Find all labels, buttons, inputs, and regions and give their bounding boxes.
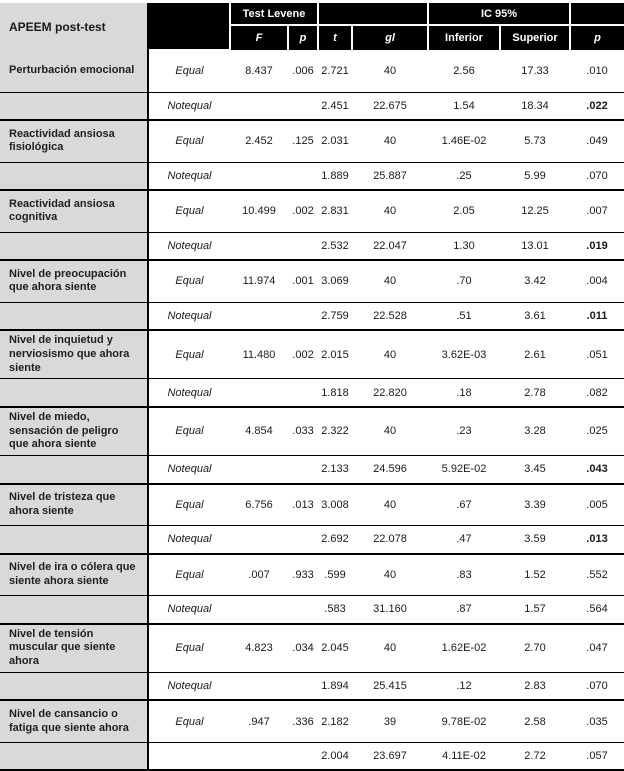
- cell-f: [230, 456, 288, 484]
- cell-gl: 40: [352, 624, 428, 673]
- cell-p-levene: .002: [288, 330, 318, 379]
- table-row-notequal: [0, 672, 624, 700]
- cell-superior: 18.34: [500, 92, 570, 120]
- variable-cell: [0, 379, 148, 407]
- cell-f: [230, 596, 288, 624]
- variance-assumption-label: Notequal: [148, 162, 230, 190]
- table-row-notequal: [0, 742, 624, 770]
- cell-p-levene: [288, 162, 318, 190]
- cell-p-levene: .006: [288, 50, 318, 92]
- col-header-f: F: [230, 25, 288, 50]
- table-row-notequal: [0, 162, 624, 190]
- cell-f: 11.480: [230, 330, 288, 379]
- cell-t: 3.008: [318, 484, 352, 526]
- cell-inferior: .47: [428, 526, 500, 554]
- cell-p-levene: [288, 596, 318, 624]
- variance-assumption-label: Equal: [148, 190, 230, 232]
- cell-superior: 2.72: [500, 742, 570, 770]
- cell-t: 2.045: [318, 624, 352, 673]
- variable-cell: [0, 92, 148, 120]
- cell-p: .552: [570, 554, 624, 596]
- cell-f: 8.437: [230, 50, 288, 92]
- cell-inferior: .12: [428, 672, 500, 700]
- cell-t: 2.031: [318, 120, 352, 162]
- cell-superior: 3.42: [500, 260, 570, 302]
- cell-p: .070: [570, 672, 624, 700]
- cell-p-levene: .336: [288, 700, 318, 742]
- cell-t: 2.015: [318, 330, 352, 379]
- cell-p-levene: .002: [288, 190, 318, 232]
- cell-gl: 40: [352, 330, 428, 379]
- cell-f: 6.756: [230, 484, 288, 526]
- cell-superior: 5.99: [500, 162, 570, 190]
- cell-t: 2.451: [318, 92, 352, 120]
- variance-assumption-label: Equal: [148, 700, 230, 742]
- cell-inferior: 2.56: [428, 50, 500, 92]
- cell-superior: 17.33: [500, 50, 570, 92]
- cell-f: 2.452: [230, 120, 288, 162]
- table-row-notequal: [0, 379, 624, 407]
- cell-inferior: 3.62E-03: [428, 330, 500, 379]
- cell-inferior: .18: [428, 379, 500, 407]
- cell-inferior: .70: [428, 260, 500, 302]
- table-row-notequal: [0, 526, 624, 554]
- table-body: [0, 50, 624, 770]
- col-header-p-levene: p: [288, 25, 318, 50]
- cell-t: 3.069: [318, 260, 352, 302]
- cell-inferior: .23: [428, 407, 500, 456]
- col-header-inferior: Inferior: [428, 25, 500, 50]
- variable-cell: Reactividad ansiosa fisiológica: [0, 120, 148, 162]
- table-row-notequal: [0, 596, 624, 624]
- cell-superior: 5.73: [500, 120, 570, 162]
- variance-assumption-label: Equal: [148, 484, 230, 526]
- cell-gl: 40: [352, 190, 428, 232]
- variable-cell: Nivel de inquietud y nerviosismo que ahora siente: [0, 330, 148, 379]
- cell-f: [230, 526, 288, 554]
- table-row-equal: [0, 624, 624, 673]
- cell-gl: 22.528: [352, 302, 428, 330]
- table-row-equal: [0, 190, 624, 232]
- cell-inferior: 4.11E-02: [428, 742, 500, 770]
- variable-cell: Reactividad ansiosa cognitiva: [0, 190, 148, 232]
- cell-t: 1.818: [318, 379, 352, 407]
- table-title: APEEM post-test: [0, 3, 148, 50]
- cell-f: 4.854: [230, 407, 288, 456]
- cell-p-levene: [288, 302, 318, 330]
- variance-assumption-label: Equal: [148, 120, 230, 162]
- cell-f: .007: [230, 554, 288, 596]
- table-row-notequal: [0, 302, 624, 330]
- cell-inferior: 1.54: [428, 92, 500, 120]
- table-row-equal: [0, 554, 624, 596]
- cell-inferior: .87: [428, 596, 500, 624]
- col-header-p: p: [570, 25, 624, 50]
- variable-cell: [0, 526, 148, 554]
- header-spacer-label-col: [148, 3, 230, 50]
- variable-cell: [0, 672, 148, 700]
- cell-f: 4.823: [230, 624, 288, 673]
- cell-inferior: .25: [428, 162, 500, 190]
- cell-gl: 24.596: [352, 456, 428, 484]
- cell-superior: 12.25: [500, 190, 570, 232]
- cell-superior: 2.83: [500, 672, 570, 700]
- cell-p: .025: [570, 407, 624, 456]
- cell-gl: 31.160: [352, 596, 428, 624]
- cell-f: [230, 92, 288, 120]
- cell-t: .599: [318, 554, 352, 596]
- cell-p-levene: [288, 456, 318, 484]
- cell-gl: 25.887: [352, 162, 428, 190]
- cell-t: 2.004: [318, 742, 352, 770]
- variance-assumption-label: Notequal: [148, 92, 230, 120]
- variable-cell: Nivel de ira o cólera que siente ahora siente: [0, 554, 148, 596]
- cell-superior: 2.78: [500, 379, 570, 407]
- cell-p-levene: .033: [288, 407, 318, 456]
- variable-cell: Perturbación emocional: [0, 50, 148, 92]
- cell-p: .010: [570, 50, 624, 92]
- cell-gl: 39: [352, 700, 428, 742]
- cell-inferior: 9.78E-02: [428, 700, 500, 742]
- cell-t: 2.831: [318, 190, 352, 232]
- header-spacer-t-gl: [318, 3, 428, 25]
- table-row-equal: [0, 484, 624, 526]
- table-row-equal: [0, 120, 624, 162]
- variance-assumption-label: Notequal: [148, 302, 230, 330]
- cell-inferior: 5.92E-02: [428, 456, 500, 484]
- cell-inferior: 1.62E-02: [428, 624, 500, 673]
- cell-t: 2.692: [318, 526, 352, 554]
- variable-cell: [0, 742, 148, 770]
- cell-p: .043: [570, 456, 624, 484]
- cell-gl: 22.047: [352, 232, 428, 260]
- col-header-gl: gl: [352, 25, 428, 50]
- cell-f: .947: [230, 700, 288, 742]
- cell-f: 10.499: [230, 190, 288, 232]
- cell-p: .019: [570, 232, 624, 260]
- cell-t: 2.182: [318, 700, 352, 742]
- cell-superior: 3.28: [500, 407, 570, 456]
- cell-f: [230, 379, 288, 407]
- variance-assumption-label: Notequal: [148, 232, 230, 260]
- cell-f: [230, 672, 288, 700]
- cell-gl: 40: [352, 120, 428, 162]
- cell-p: .049: [570, 120, 624, 162]
- cell-inferior: .67: [428, 484, 500, 526]
- col-header-superior: Superior: [500, 25, 570, 50]
- table-row-equal: [0, 407, 624, 456]
- cell-p-levene: .013: [288, 484, 318, 526]
- variable-cell: Nivel de preocupación que ahora siente: [0, 260, 148, 302]
- cell-p-levene: [288, 672, 318, 700]
- cell-inferior: 1.30: [428, 232, 500, 260]
- variable-cell: Nivel de tensión muscular que siente ahora: [0, 624, 148, 673]
- cell-p: .035: [570, 700, 624, 742]
- variable-cell: Nivel de cansancio o fatiga que siente ahora: [0, 700, 148, 742]
- variance-assumption-label: Notequal: [148, 526, 230, 554]
- cell-t: 2.759: [318, 302, 352, 330]
- table-header: [0, 3, 624, 50]
- cell-superior: 1.57: [500, 596, 570, 624]
- cell-inferior: 2.05: [428, 190, 500, 232]
- variable-cell: [0, 456, 148, 484]
- cell-inferior: .83: [428, 554, 500, 596]
- variable-cell: [0, 232, 148, 260]
- cell-superior: 1.52: [500, 554, 570, 596]
- cell-p-levene: [288, 526, 318, 554]
- cell-gl: 22.675: [352, 92, 428, 120]
- col-header-t: t: [318, 25, 352, 50]
- cell-p-levene: [288, 742, 318, 770]
- cell-gl: 40: [352, 484, 428, 526]
- cell-superior: 3.45: [500, 456, 570, 484]
- cell-inferior: 1.46E-02: [428, 120, 500, 162]
- cell-gl: 40: [352, 407, 428, 456]
- header-group-row: [0, 3, 624, 25]
- cell-superior: 3.59: [500, 526, 570, 554]
- cell-gl: 25.415: [352, 672, 428, 700]
- variable-cell: Nivel de miedo, sensación de peligro que ahora siente: [0, 407, 148, 456]
- variance-assumption-label: Notequal: [148, 596, 230, 624]
- cell-f: [230, 162, 288, 190]
- table-row-equal: [0, 260, 624, 302]
- variance-assumption-label: [148, 742, 230, 770]
- table-row-equal: [0, 330, 624, 379]
- cell-superior: 3.61: [500, 302, 570, 330]
- cell-t: 2.133: [318, 456, 352, 484]
- cell-gl: 22.078: [352, 526, 428, 554]
- cell-f: 11.974: [230, 260, 288, 302]
- cell-gl: 40: [352, 554, 428, 596]
- cell-f: [230, 742, 288, 770]
- cell-superior: 2.70: [500, 624, 570, 673]
- cell-t: 1.894: [318, 672, 352, 700]
- header-spacer-p: [570, 3, 624, 25]
- cell-t: 1.889: [318, 162, 352, 190]
- cell-p: .070: [570, 162, 624, 190]
- cell-p: .022: [570, 92, 624, 120]
- variance-assumption-label: Equal: [148, 624, 230, 673]
- table-row-equal: [0, 700, 624, 742]
- cell-p: .007: [570, 190, 624, 232]
- cell-t: 2.322: [318, 407, 352, 456]
- header-group-ic95: IC 95%: [428, 3, 570, 25]
- cell-gl: 23.697: [352, 742, 428, 770]
- cell-p-levene: .034: [288, 624, 318, 673]
- cell-gl: 22.820: [352, 379, 428, 407]
- variance-assumption-label: Equal: [148, 554, 230, 596]
- table-row-notequal: [0, 456, 624, 484]
- table-row-notequal: [0, 232, 624, 260]
- cell-p-levene: .001: [288, 260, 318, 302]
- variance-assumption-label: Notequal: [148, 379, 230, 407]
- variable-cell: [0, 596, 148, 624]
- cell-p: .011: [570, 302, 624, 330]
- apeem-posttest-table: [0, 3, 624, 771]
- variable-cell: [0, 302, 148, 330]
- cell-p: .013: [570, 526, 624, 554]
- cell-t: .583: [318, 596, 352, 624]
- cell-superior: 2.58: [500, 700, 570, 742]
- cell-p: .051: [570, 330, 624, 379]
- variance-assumption-label: Notequal: [148, 456, 230, 484]
- cell-p-levene: .125: [288, 120, 318, 162]
- cell-gl: 40: [352, 50, 428, 92]
- variance-assumption-label: Equal: [148, 50, 230, 92]
- cell-t: 2.721: [318, 50, 352, 92]
- variance-assumption-label: Notequal: [148, 672, 230, 700]
- cell-superior: 3.39: [500, 484, 570, 526]
- cell-p: .082: [570, 379, 624, 407]
- cell-superior: 13.01: [500, 232, 570, 260]
- cell-f: [230, 302, 288, 330]
- variance-assumption-label: Equal: [148, 330, 230, 379]
- cell-p: .047: [570, 624, 624, 673]
- header-group-test-levene: Test Levene: [230, 3, 318, 25]
- cell-t: 2.532: [318, 232, 352, 260]
- cell-inferior: .51: [428, 302, 500, 330]
- cell-p: .004: [570, 260, 624, 302]
- cell-p-levene: [288, 379, 318, 407]
- variable-cell: Nivel de tristeza que ahora siente: [0, 484, 148, 526]
- variance-assumption-label: Equal: [148, 260, 230, 302]
- table-row-notequal: [0, 92, 624, 120]
- cell-p-levene: [288, 232, 318, 260]
- cell-p: .057: [570, 742, 624, 770]
- cell-p-levene: .933: [288, 554, 318, 596]
- variable-cell: [0, 162, 148, 190]
- cell-f: [230, 232, 288, 260]
- variance-assumption-label: Equal: [148, 407, 230, 456]
- table-row-equal: [0, 50, 624, 92]
- cell-superior: 2.61: [500, 330, 570, 379]
- cell-gl: 40: [352, 260, 428, 302]
- cell-p: .005: [570, 484, 624, 526]
- cell-p: .564: [570, 596, 624, 624]
- cell-p-levene: [288, 92, 318, 120]
